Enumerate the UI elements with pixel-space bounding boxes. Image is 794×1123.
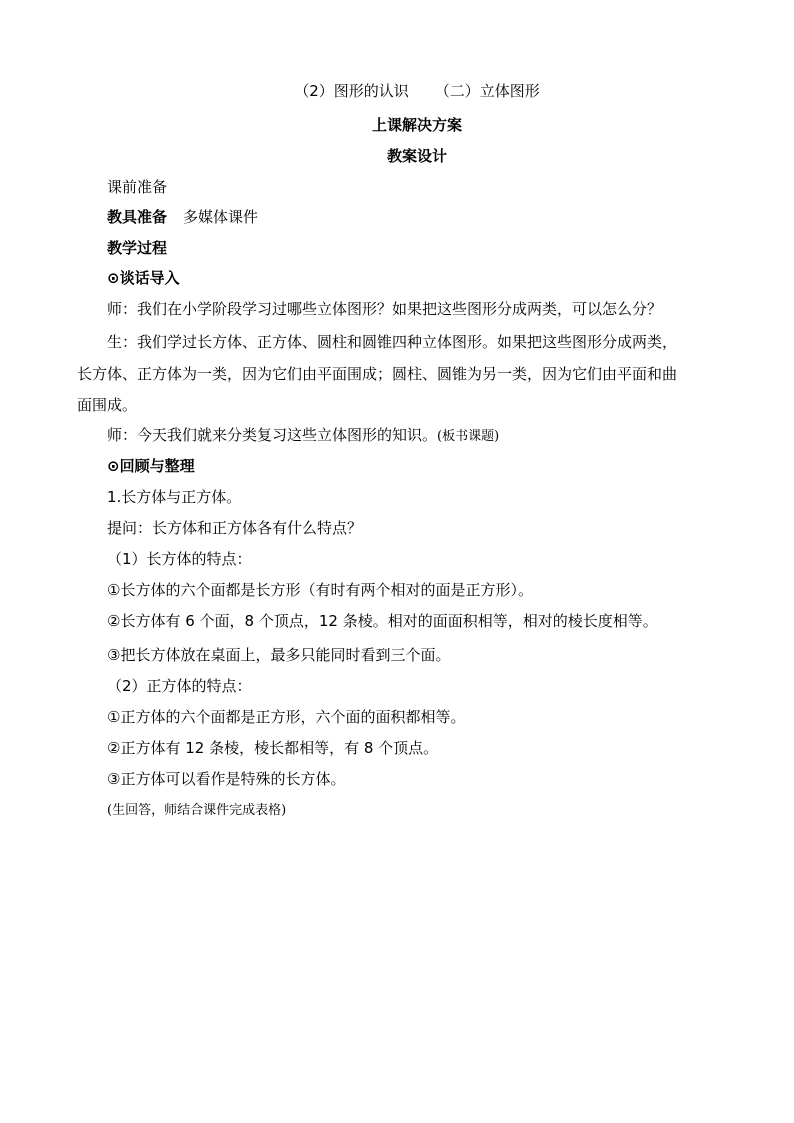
cube-point-2: ②正方体有 12 条棱，棱长都相等，有 8 个顶点。: [107, 739, 439, 757]
review-question: 提问：长方体和正方体各有什么特点？: [107, 519, 363, 537]
lesson-subtitle: 上课解决方案: [371, 116, 462, 134]
title-left: （2）图形的认识: [294, 82, 409, 100]
tools-label: 教具准备: [107, 208, 168, 226]
cuboid-point-1: ①长方体的六个面都是长方形（有时有两个相对的面是正方形）。: [107, 581, 533, 599]
title-right: （二）立体图形: [434, 82, 540, 100]
cuboid-point-2: ②长方体有 6 个面，8 个顶点，12 条棱。相对的面面积相等，相对的棱长度相等。: [107, 612, 658, 630]
tools-line: [107, 207, 757, 227]
cube-point-1: ①正方体的六个面都是正方形，六个面的面积都相等。: [107, 708, 466, 726]
cube-point-3: ③正方体可以看作是特殊的长方体。: [107, 770, 346, 788]
lesson-title: [0, 81, 794, 101]
cube-title: （2）正方体的特点：: [107, 677, 252, 695]
teacher-summary-text: 师：今天我们就来分类复习这些立体图形的知识。: [107, 426, 438, 444]
answer-note: (生回答，师结合课件完成表格): [107, 803, 287, 818]
cuboid-title: （1）长方体的特点：: [107, 550, 252, 568]
teacher-question: 师：我们在小学阶段学习过哪些立体图形？如果把这些图形分成两类，可以怎么分？: [107, 300, 663, 318]
board-title-note: (板书课题): [437, 429, 500, 444]
student-answer-line-1: 生：我们学过长方体、正方体、圆柱和圆锥四种立体图形。如果把这些图形分成两类，: [107, 333, 678, 351]
tools-value: 多媒体课件: [183, 208, 259, 226]
process-heading: 教学过程: [107, 239, 168, 257]
teacher-summary: [107, 425, 757, 447]
intro-heading: ⊙谈话导入: [107, 269, 180, 287]
student-answer-line-3: 面围成。: [77, 396, 138, 414]
student-answer-line-2: 长方体、正方体为一类，因为它们由平面围成；圆柱、圆锥为另一类，因为它们由平面和曲: [77, 365, 678, 383]
review-heading: ⊙回顾与整理: [107, 457, 195, 475]
section-title: 教案设计: [386, 147, 447, 165]
review-item-1: 1.长方体与正方体。: [107, 488, 242, 506]
cuboid-point-3: ③把长方体放在桌面上，最多只能同时看到三个面。: [107, 646, 451, 664]
before-class-heading: 课前准备: [107, 178, 168, 196]
